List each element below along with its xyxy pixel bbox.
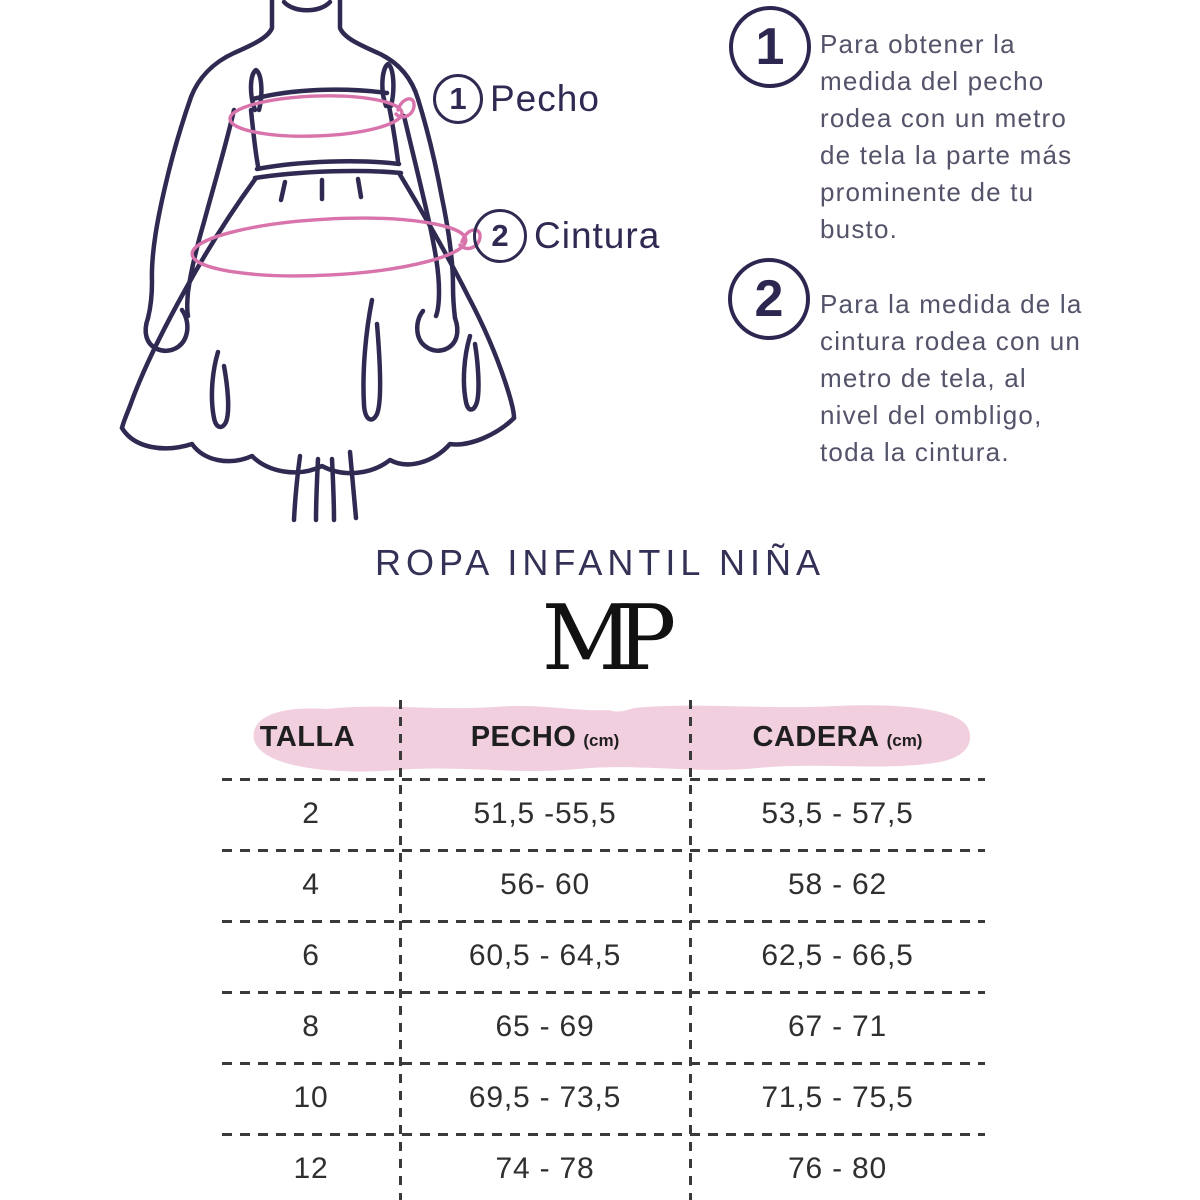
cell-cadera: 58 - 62 xyxy=(788,867,887,901)
cell-cadera: 76 - 80 xyxy=(788,1151,887,1185)
table-row xyxy=(222,1062,985,1133)
chest-callout xyxy=(433,74,600,124)
header-cadera xyxy=(690,721,985,754)
circled-2-icon: 2 xyxy=(473,209,527,263)
cell-cadera: 62,5 - 66,5 xyxy=(761,938,914,972)
header-pecho xyxy=(400,721,690,754)
header-pecho-unit: (cm) xyxy=(583,731,620,750)
cell-talla: 4 xyxy=(302,867,320,901)
table-body xyxy=(222,778,985,1200)
cell-pecho: 56- 60 xyxy=(500,867,590,901)
waist-label: Cintura xyxy=(534,215,661,256)
cell-pecho: 65 - 69 xyxy=(495,1009,595,1043)
cell-pecho: 74 - 78 xyxy=(495,1151,595,1185)
header-cadera-label: CADERA xyxy=(752,720,880,753)
cell-pecho: 60,5 - 64,5 xyxy=(468,938,622,972)
step-2-badge: 2 xyxy=(728,258,810,340)
table-header-row xyxy=(222,700,985,774)
cell-cadera: 71,5 - 75,5 xyxy=(761,1080,914,1114)
cell-cadera: 53,5 - 57,5 xyxy=(761,796,914,830)
cell-talla: 8 xyxy=(302,1009,320,1043)
waist-measure-ellipse xyxy=(191,212,468,282)
table-row xyxy=(222,1133,985,1200)
step-2-text: Para la medida de la cintura rodea con un metro de tela, al nivel del ombligo, toda la cintura. xyxy=(820,289,1083,467)
cell-talla: 10 xyxy=(293,1080,329,1114)
cell-cadera: 67 - 71 xyxy=(788,1009,887,1043)
chest-label: Pecho xyxy=(490,78,600,119)
header-pecho-label: PECHO xyxy=(470,720,577,753)
table-row xyxy=(222,778,985,849)
header-talla xyxy=(222,721,400,754)
cell-pecho: 51,5 -55,5 xyxy=(473,796,617,830)
cell-talla: 12 xyxy=(293,1151,329,1185)
cell-talla: 2 xyxy=(302,796,320,830)
circled-1-icon: 1 xyxy=(433,74,483,124)
brand-logo: MP xyxy=(541,586,659,691)
table-row xyxy=(222,991,985,1062)
cell-talla: 6 xyxy=(302,938,320,972)
page-title: ROPA INFANTIL NIÑA xyxy=(374,542,826,583)
step-1-text: Para obtener la medida del pecho rodea con un metro de tela la parte más prominente de tu busto. xyxy=(820,29,1073,244)
table-row xyxy=(222,849,985,920)
cell-pecho: 69,5 - 73,5 xyxy=(468,1080,622,1114)
table-row xyxy=(222,920,985,991)
step-1-badge: 1 xyxy=(729,6,811,88)
size-table xyxy=(222,700,985,1200)
waist-callout xyxy=(473,209,660,263)
header-talla-label: TALLA xyxy=(259,720,356,753)
header-cadera-unit: (cm) xyxy=(886,731,923,750)
